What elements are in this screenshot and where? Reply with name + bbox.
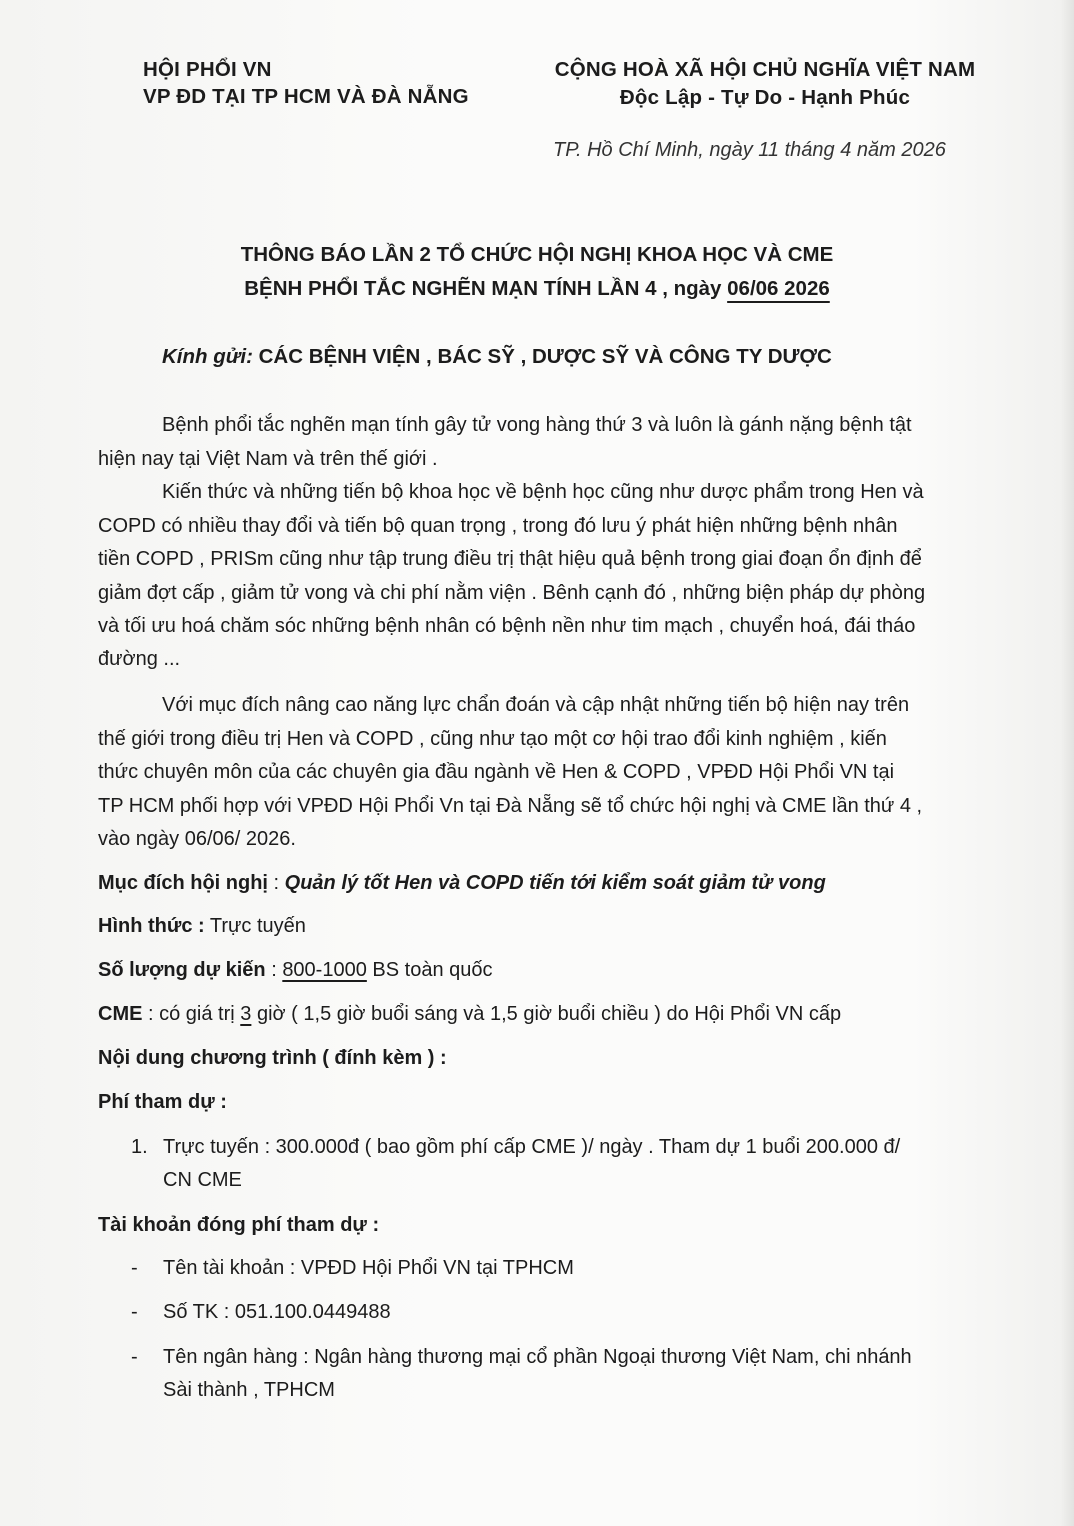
paragraph-3-line-1: Với mục đích nâng cao năng lực chẩn đoán và cập nhật những tiến bộ hiện nay trên	[162, 694, 910, 716]
paragraph-2-line-5: và tối ưu hoá chăm sóc những bệnh nhân có bệnh nền như tim mạch , chuyển hoá, đái tháo	[98, 615, 916, 637]
org-name-line1: HỘI PHỔI VN	[143, 58, 272, 81]
format-row	[98, 915, 306, 938]
bank-name-line-1: Tên ngân hàng : Ngân hàng thương mại cổ phần Ngoại thương Việt Nam, chi nhánh	[163, 1346, 912, 1368]
notice-title-line2	[0, 277, 1074, 301]
fee-label: Phí tham dự :	[98, 1091, 227, 1113]
fee-item-number: 1.	[131, 1136, 148, 1158]
attendance-sep: :	[265, 959, 283, 981]
format-value: Trực tuyến	[204, 915, 306, 937]
cme-suffix: giờ ( 1,5 giờ buổi sáng và 1,5 giờ buổi chiều ) do Hội Phổi VN cấp	[251, 1003, 842, 1025]
paragraph-2-line-6: đường ...	[98, 648, 181, 670]
attendance-suffix: BS toàn quốc	[366, 959, 493, 981]
paragraph-2-line-2: COPD có nhiều thay đổi và tiến bộ quan trọng , trong đó lưu ý phát hiện những bệnh nhân	[98, 515, 898, 537]
org-name-line2: VP ĐD TẠI TP HCM VÀ ĐÀ NẴNG	[143, 85, 469, 108]
attendance-label: Số lượng dự kiến	[98, 959, 266, 981]
cme-hours: 3	[240, 1003, 252, 1025]
account-bullet: -	[131, 1346, 138, 1368]
country-name: CỘNG HOÀ XÃ HỘI CHỦ NGHĨA VIỆT NAM	[554, 58, 976, 81]
conference-date: 06/06 2026	[727, 277, 830, 300]
paragraph-3-line-5: vào ngày 06/06/ 2026.	[98, 828, 296, 850]
cme-label: CME	[98, 1003, 143, 1025]
account-bullet: -	[131, 1257, 138, 1279]
page-edge-shadow	[1060, 0, 1074, 1526]
account-label: Tài khoản đóng phí tham dự :	[98, 1214, 380, 1236]
document-date: TP. Hồ Chí Minh, ngày 11 tháng 4 năm 2026	[553, 139, 946, 161]
bank-name-line-2: Sài thành , TPHCM	[163, 1379, 335, 1401]
purpose-value: Quản lý tốt Hen và COPD tiến tới kiểm soát giảm tử vong	[284, 872, 826, 894]
cme-prefix: : có giá trị	[142, 1003, 241, 1025]
fee-item-line-1: Trực tuyến : 300.000đ ( bao gồm phí cấp CME )/ ngày . Tham dự 1 buổi 200.000 đ/	[163, 1136, 901, 1158]
purpose-row	[98, 872, 826, 895]
paragraph-2-line-3: tiền COPD , PRISm cũng như tập trung điều trị thật hiệu quả bệnh trong giai đoạn ổn định để	[98, 548, 922, 570]
attendance-row	[98, 959, 493, 982]
format-label: Hình thức :	[98, 915, 205, 937]
paragraph-3-line-4: TP HCM phối hợp với VPĐD Hội Phổi Vn tại Đà Nẵng sẽ tổ chức hội nghị và CME lần thứ 4 ,	[98, 795, 923, 817]
country-motto: Độc Lập - Tự Do - Hạnh Phúc	[619, 86, 911, 109]
fee-item-line-2: CN CME	[163, 1169, 242, 1191]
recipient-label: Kính gửi:	[162, 345, 253, 368]
paragraph-1-line-2: hiện nay tại Việt Nam và trên thế giới .	[98, 448, 438, 470]
notice-title-line1: THÔNG BÁO LẦN 2 TỔ CHỨC HỘI NGHỊ KHOA HỌC VÀ CME	[240, 243, 834, 266]
paragraph-2-line-1: Kiến thức và những tiến bộ khoa học về bệnh học cũng như dược phẩm trong Hen và	[162, 481, 924, 503]
account-number: Số TK : 051.100.0449488	[163, 1301, 391, 1323]
paragraph-1-line-1: Bệnh phổi tắc nghẽn mạn tính gây tử vong hàng thứ 3 và luôn là gánh nặng bệnh tật	[162, 414, 912, 436]
purpose-label: Mục đích hội nghị	[98, 872, 268, 894]
paragraph-3-line-2: thế giới trong điều trị Hen và COPD , cũng như tạo một cơ hội trao đổi kinh nghiệm , kiến	[98, 728, 887, 750]
recipient-value: CÁC BỆNH VIỆN , BÁC SỸ , DƯỢC SỸ VÀ CÔNG TY DƯỢC	[252, 345, 832, 368]
program-label: Nội dung chương trình ( đính kèm ) :	[98, 1047, 447, 1069]
paragraph-3-line-3: thức chuyên môn của các chuyên gia đầu ngành về Hen & COPD , VPĐD Hội Phổi VN tại	[98, 761, 895, 783]
cme-row	[98, 1003, 841, 1026]
account-name: Tên tài khoản : VPĐD Hội Phổi VN tại TPHCM	[163, 1257, 574, 1279]
attendance-number: 800-1000	[282, 959, 367, 981]
title-line2-prefix: BỆNH PHỔI TẮC NGHẼN MẠN TÍNH LẦN 4 , ngày	[244, 277, 728, 300]
account-bullet: -	[131, 1301, 138, 1323]
paragraph-2-line-4: giảm đợt cấp , giảm tử vong và chi phí nằm viện . Bênh cạnh đó , những biện pháp dự phòng	[98, 582, 926, 604]
recipient-line	[162, 345, 832, 369]
purpose-sep: :	[267, 872, 285, 894]
